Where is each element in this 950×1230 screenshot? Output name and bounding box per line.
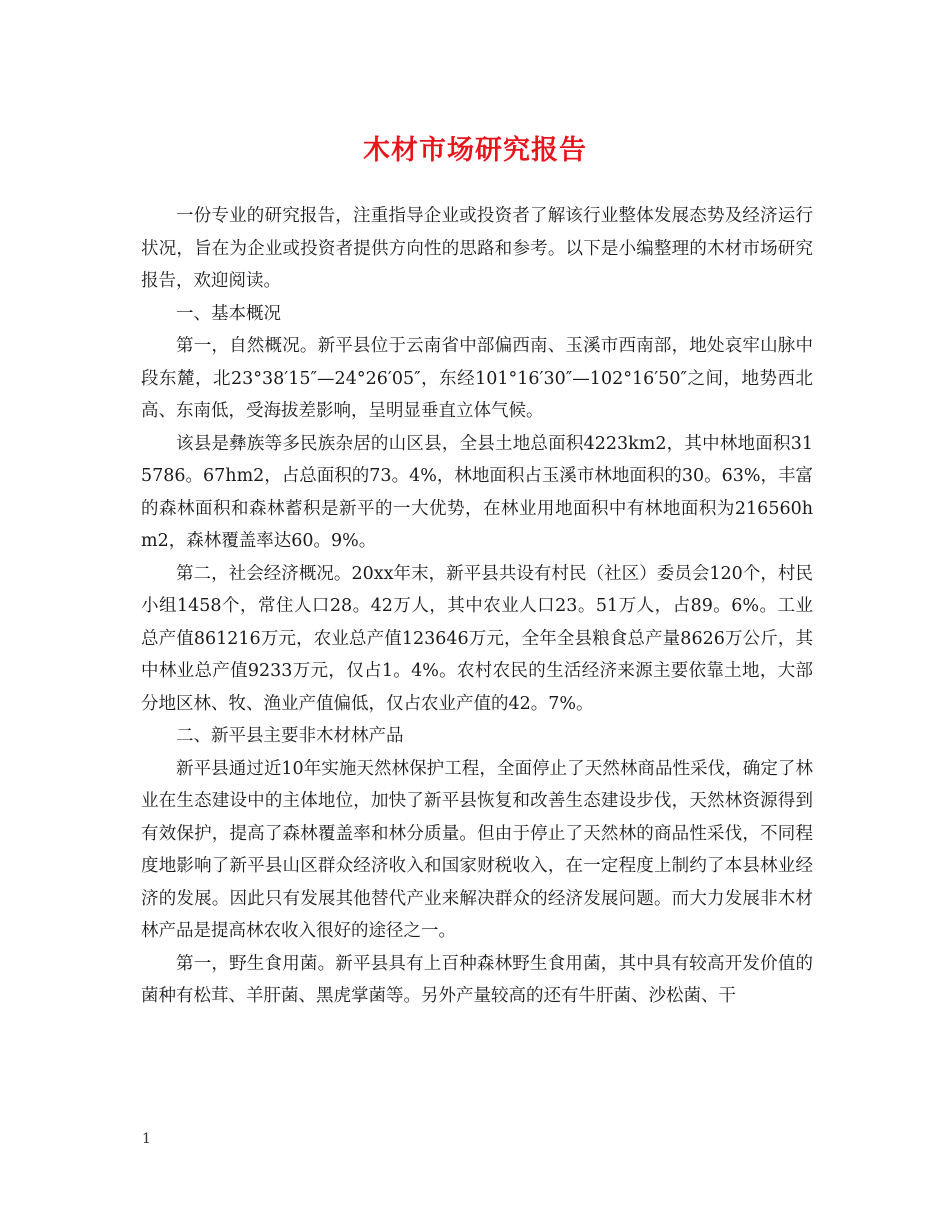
paragraph-socio-economic: 第二，社会经济概况。20xx年末，新平县共设有村民（社区）委员会120个，村民小组1458个，常住人口28。42万人，其中农业人口23。51万人，占89。6%。工业总产值861216万元，农业总产值123646万元，全年全县粮食总产量8626万公斤，其中林业总产值9233万元，仅占1。4%。农村农民的生活经济来源主要依靠土地，大部分地区林、牧、渔业产值偏低，仅占农业产值的42。7%。 (141, 563, 813, 714)
intro-paragraph: 一份专业的研究报告，注重指导企业或投资者了解该行业整体发展态势及经济运行状况，旨在为企业或投资者提供方向性的思路和参考。以下是小编整理的木材市场研究报告，欢迎阅读。 (141, 206, 813, 291)
section-heading-basic-overview: 一、基本概况 (176, 303, 281, 324)
paragraph-wild-mushrooms: 第一，野生食用菌。新平县具有上百种森林野生食用菌，其中具有较高开发价值的菌种有松茸、羊肝菌、黑虎掌菌等。另外产量较高的还有牛肝菌、沙松菌、干 (141, 953, 813, 1006)
paragraph-land-forest-area: 该县是彝族等多民族杂居的山区县，全县土地总面积4223km2，其中林地面积315786。67hm2，占总面积的73。4%，林地面积占玉溪市林地面积的30。63%，丰富的森林面积和森林蓄积是新平的一大优势，在林业用地面积中有林地面积为216560hm2，森林覆盖率达60。9%。 (141, 433, 813, 551)
document-body (141, 200, 813, 1013)
section-heading-non-timber-products: 二、新平县主要非木材林产品 (176, 726, 404, 746)
paragraph-natural-overview: 第一，自然概况。新平县位于云南省中部偏西南、玉溪市西南部，地处哀牢山脉中段东麓，北23°38′15″—24°26′05″，东经101°16′30″—102°16′50″之间，地势西北高、东南低，受海拔差影响，呈明显垂直立体气候。 (141, 336, 813, 421)
paragraph-forest-protection: 新平县通过近10年实施天然林保护工程，全面停止了天然林商品性采伐，确定了林业在生态建设中的主体地位，加快了新平县恢复和改善生态建设步伐，天然林资源得到有效保护，提高了森林覆盖率和林分质量。但由于停止了天然林的商品性采伐，不同程度地影响了新平县山区群众经济收入和国家财税收入，在一定程度上制约了本县林业经济的发展。因此只有发展其他替代产业来解决群众的经济发展问题。而大力发展非木材林产品是提高林农收入很好的途径之一。 (141, 758, 813, 941)
page-number: 1 (142, 1131, 151, 1147)
document-title: 木材市场研究报告 (363, 135, 587, 166)
